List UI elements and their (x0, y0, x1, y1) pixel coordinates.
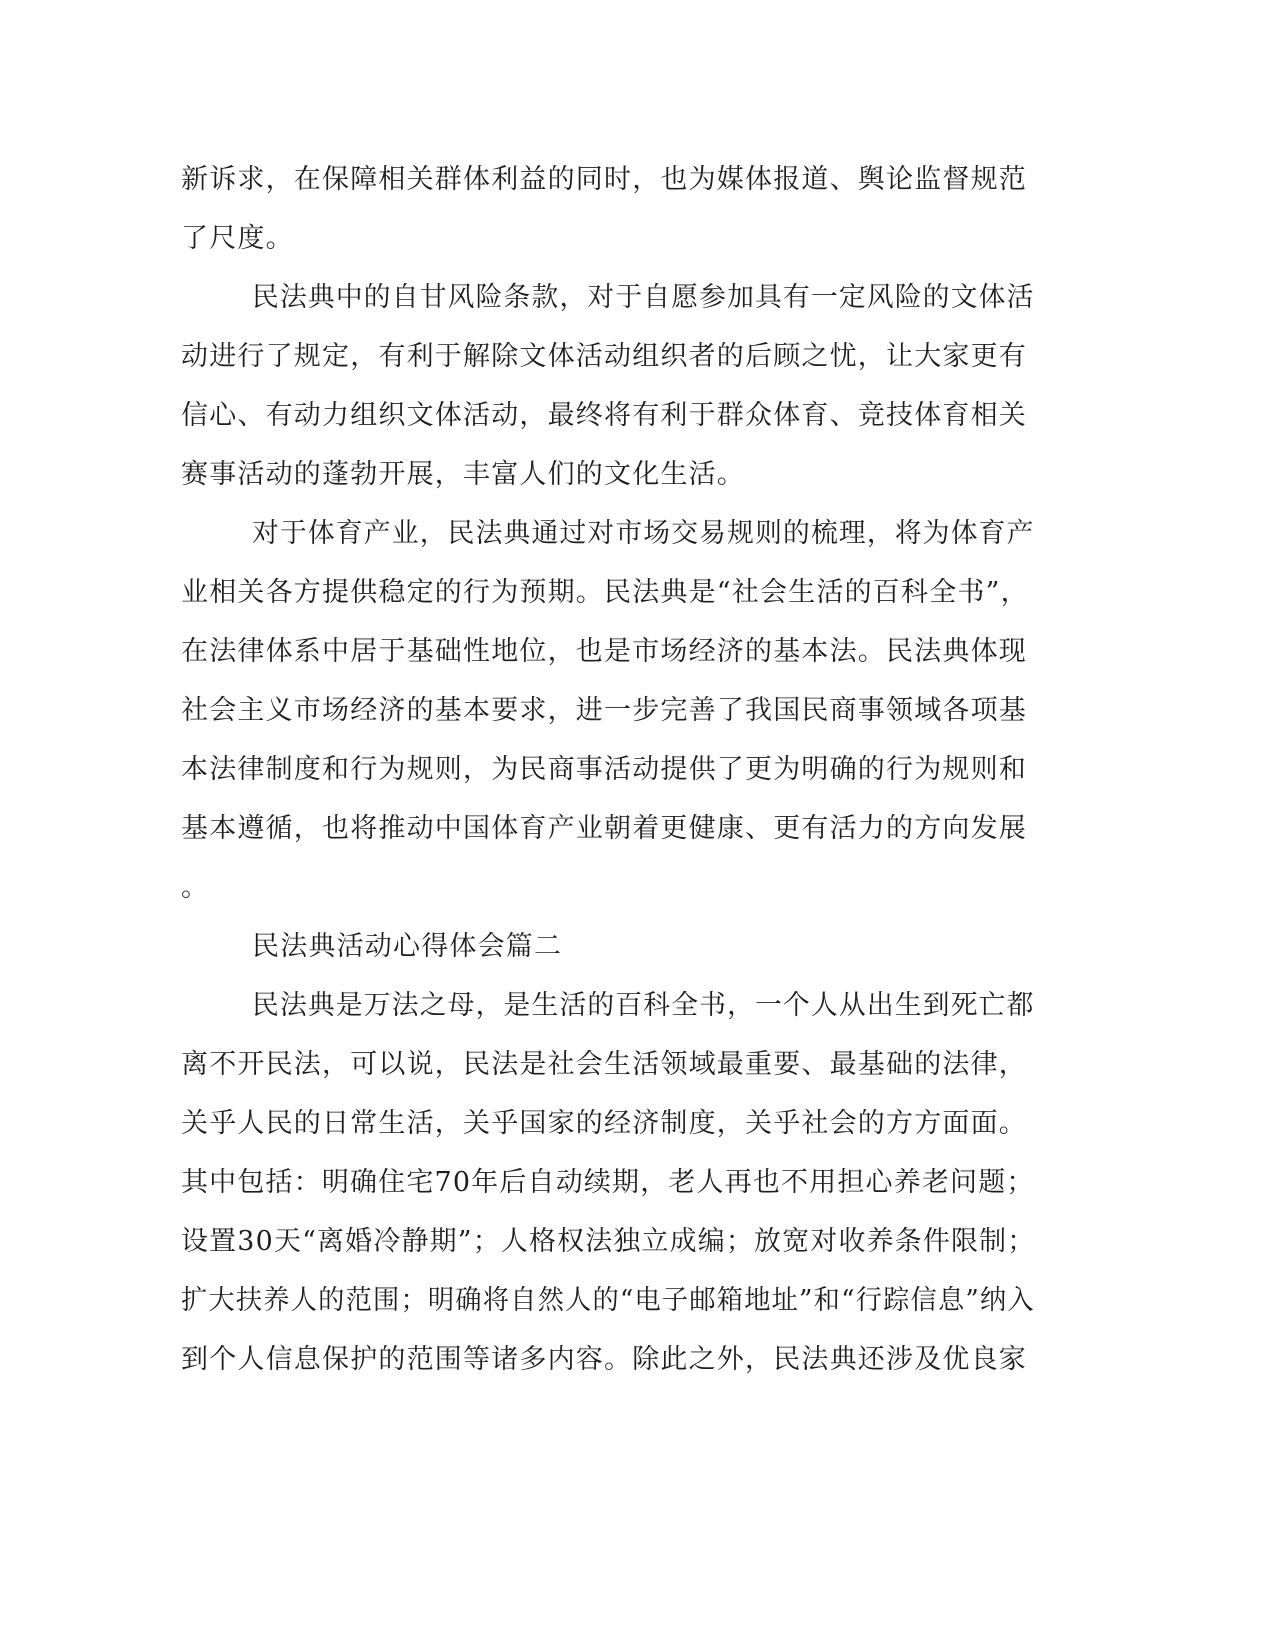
text-line: 赛事活动的蓬勃开展，丰富人们的文化生活。 (181, 459, 745, 490)
text-line: 关乎人民的日常生活，关乎国家的经济制度，关乎社会的方方面面。 (181, 1108, 1027, 1139)
text-line: 基本遵循，也将推动中国体育产业朝着更健康、更有活力的方向发展 (181, 813, 1027, 844)
text-line: 其中包括：明确住宅70年后自动续期，老人再也不用担心养老问题； (181, 1167, 1035, 1198)
text-line: 设置30天“离婚冷静期”；人格权法独立成编；放宽对收养条件限制； (181, 1226, 1036, 1257)
text-line: 业相关各方提供稳定的行为预期。民法典是“社会生活的百科全书”， (181, 577, 1029, 608)
text-line: 新诉求，在保障相关群体利益的同时，也为媒体报道、舆论监督规范 (181, 164, 1027, 195)
paragraph-start-line: 民法典中的自甘风险条款，对于自愿参加具有一定风险的文体活 (252, 282, 1035, 313)
text-line: 信心、有动力组织文体活动，最终将有利于群众体育、竞技体育相关 (181, 400, 1027, 431)
text-line: 本法律制度和行为规则，为民商事活动提供了更为明确的行为规则和 (181, 754, 1027, 785)
paragraph-start-line: 对于体育产业，民法典通过对市场交易规则的梳理，将为体育产 (252, 518, 1035, 549)
paragraph-start-line: 民法典是万法之母，是生活的百科全书，一个人从出生到死亡都 (252, 990, 1035, 1021)
text-line: 在法律体系中居于基础性地位，也是市场经济的基本法。民法典体现 (181, 636, 1027, 667)
text-line: 扩大扶养人的范围；明确将自然人的“电子邮箱地址”和“行踪信息”纳入 (181, 1285, 1035, 1316)
text-line: 社会主义市场经济的基本要求，进一步完善了我国民商事领域各项基 (181, 695, 1027, 726)
text-line: 。 (181, 872, 210, 903)
text-line: 到个人信息保护的范围等诸多内容。除此之外，民法典还涉及优良家 (181, 1344, 1027, 1375)
text-line: 离不开民法，可以说，民法是社会生活领域最重要、最基础的法律， (181, 1049, 1027, 1080)
text-line: 了尺度。 (181, 223, 294, 254)
section-heading: 民法典活动心得体会篇二 (252, 931, 563, 962)
text-line: 动进行了规定，有利于解除文体活动组织者的后顾之忧，让大家更有 (181, 341, 1027, 372)
